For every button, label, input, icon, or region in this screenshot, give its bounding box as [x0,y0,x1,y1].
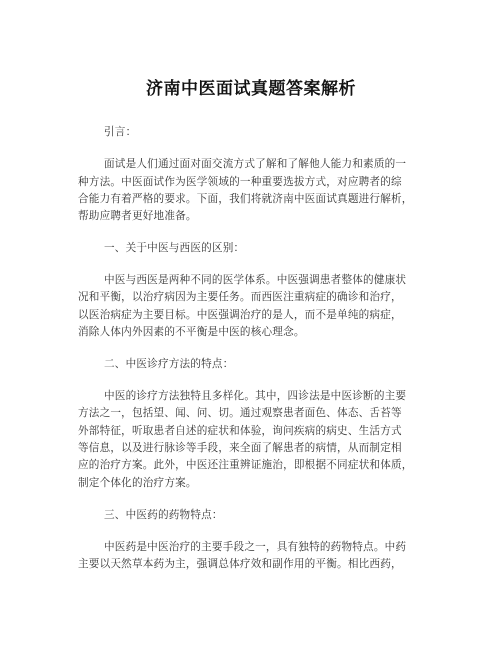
section-2-line-1: 中医的诊疗方法独特且多样化。其中，四诊法是中医诊断的主要 [104,390,407,402]
intro-line-1: 面试是人们通过面对面交流方式了解和了解他人能力和素质的一 [104,158,407,170]
section-2-line-5: 应的治疗方案。此外，中医还注重辨证施治，即根据不同症状和体质， [78,459,413,471]
document-title: 济南中医面试真题答案解析 [146,79,356,99]
section-2-heading: 二、中医诊疗方法的特点： [104,358,234,370]
section-2-line-4: 等信息，以及进行脉诊等手段，来全面了解患者的病情，从而制定相 [78,442,402,454]
section-3-line-1: 中医药是中医治疗的主要手段之一，具有独特的药物特点。中药 [104,541,407,553]
section-3-line-2: 主要以天然草本药为主，强调总体疗效和副作用的平衡。相比西药， [78,558,402,570]
section-2-line-6: 制定个体化的治疗方案。 [78,477,197,489]
section-1-line-1: 中医与西医是两种不同的医学体系。中医强调患者整体的健康状 [104,274,407,286]
intro-line-4: 帮助应聘者更好地准备。 [78,210,197,222]
section-1-line-2: 况和平衡，以治疗病因为主要任务。而西医注重病症的确诊和治疗， [78,291,402,303]
intro-line-2: 种方法。中医面试作为医学领域的一种重要选拔方式，对应聘者的综 [78,176,402,188]
section-1-heading: 一、关于中医与西医的区别： [104,242,245,254]
section-2-line-2: 方法之一，包括望、闻、问、切。通过观察患者面色、体态、舌苔等 [78,407,402,419]
section-1-line-4: 消除人体内外因素的不平衡是中医的核心理念。 [78,326,305,338]
section-1-line-3: 以医治病症为主要目标。中医强调治疗的是人，而不是单纯的病症， [78,309,402,321]
section-3-heading: 三、中医药的药物特点： [104,509,223,521]
intro-line-3: 合能力有着严格的要求。下面，我们将就济南中医面试真题进行解析， [78,193,413,205]
section-2-line-3: 外部特征，听取患者自述的症状和体验，询问疾病的病史、生活方式 [78,425,402,437]
intro-label: 引言： [104,126,137,138]
